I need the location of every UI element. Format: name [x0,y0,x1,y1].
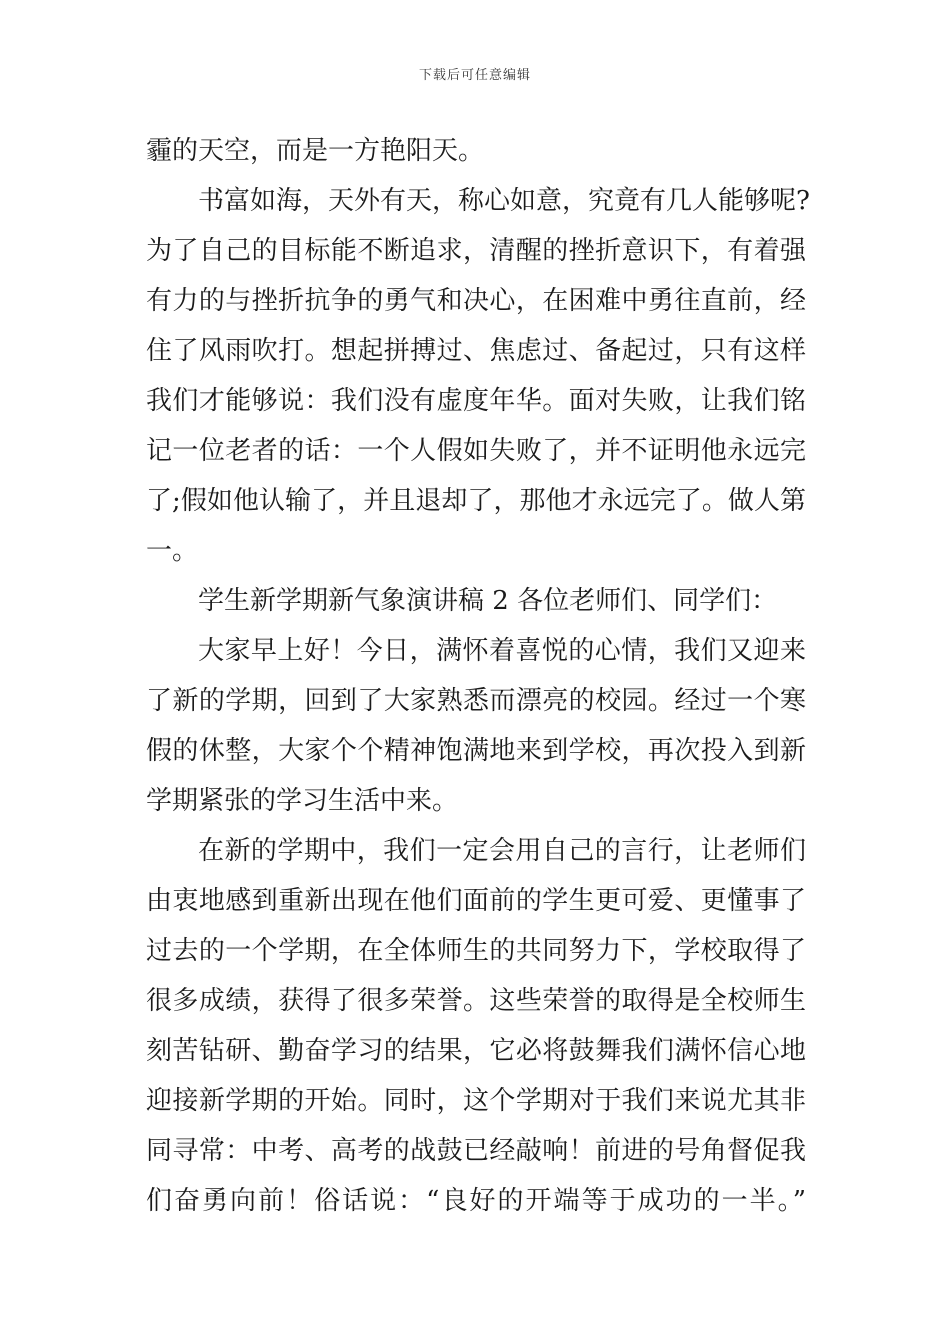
text-line: 为了自己的目标能不断追求，清醒的挫折意识下，有着强 [146,236,806,266]
text-line: 记一位老者的话：一个人假如失败了，并不证明他永远完 [146,436,806,466]
section-title: 学生新学期新气象演讲稿 2 各位老师们、同学们： [198,586,778,616]
text-line: 过去的一个学期，在全体师生的共同努力下，学校取得了 [146,936,806,966]
text-line: 霾的天空，而是一方艳阳天。 [146,136,485,166]
text-line: 迎接新学期的开始。同时，这个学期对于我们来说尤其非 [146,1086,806,1116]
text-line: 了;假如他认输了，并且退却了，那他才永远完了。做人第 [146,486,806,516]
text-line: 一。 [146,536,199,566]
text-line: 由衷地感到重新出现在他们面前的学生更可爱、更懂事了 [146,886,806,916]
text-line: 假的休整，大家个个精神饱满地来到学校，再次投入到新 [146,736,806,766]
document-body [146,126,810,1226]
text-line: 同寻常：中考、高考的战鼓已经敲响！前进的号角督促我 [146,1136,806,1166]
text-line: 大家早上好！今日，满怀着喜悦的心情，我们又迎来 [198,636,806,666]
text-line: 刻苦钻研、勤奋学习的结果，它必将鼓舞我们满怀信心地 [146,1036,806,1066]
text-line: 很多成绩，获得了很多荣誉。这些荣誉的取得是全校师生 [146,986,806,1016]
text-line: 书富如海，天外有天，称心如意，究竟有几人能够呢? [198,186,810,216]
text-line: 们奋勇向前！俗话说：“良好的开端等于成功的一半。” [146,1186,806,1216]
text-line: 我们才能够说：我们没有虚度年华。面对失败，让我们铭 [146,386,806,416]
text-line: 学期紧张的学习生活中来。 [146,786,459,816]
text-line: 了新的学期，回到了大家熟悉而漂亮的校园。经过一个寒 [146,686,806,716]
text-line: 住了风雨吹打。想起拼搏过、焦虑过、备起过，只有这样 [146,336,806,366]
text-line: 有力的与挫折抗争的勇气和决心，在困难中勇往直前，经 [146,286,806,316]
text-line: 在新的学期中，我们一定会用自己的言行，让老师们 [198,836,806,866]
page-header: 下载后可任意编辑 [418,68,531,83]
